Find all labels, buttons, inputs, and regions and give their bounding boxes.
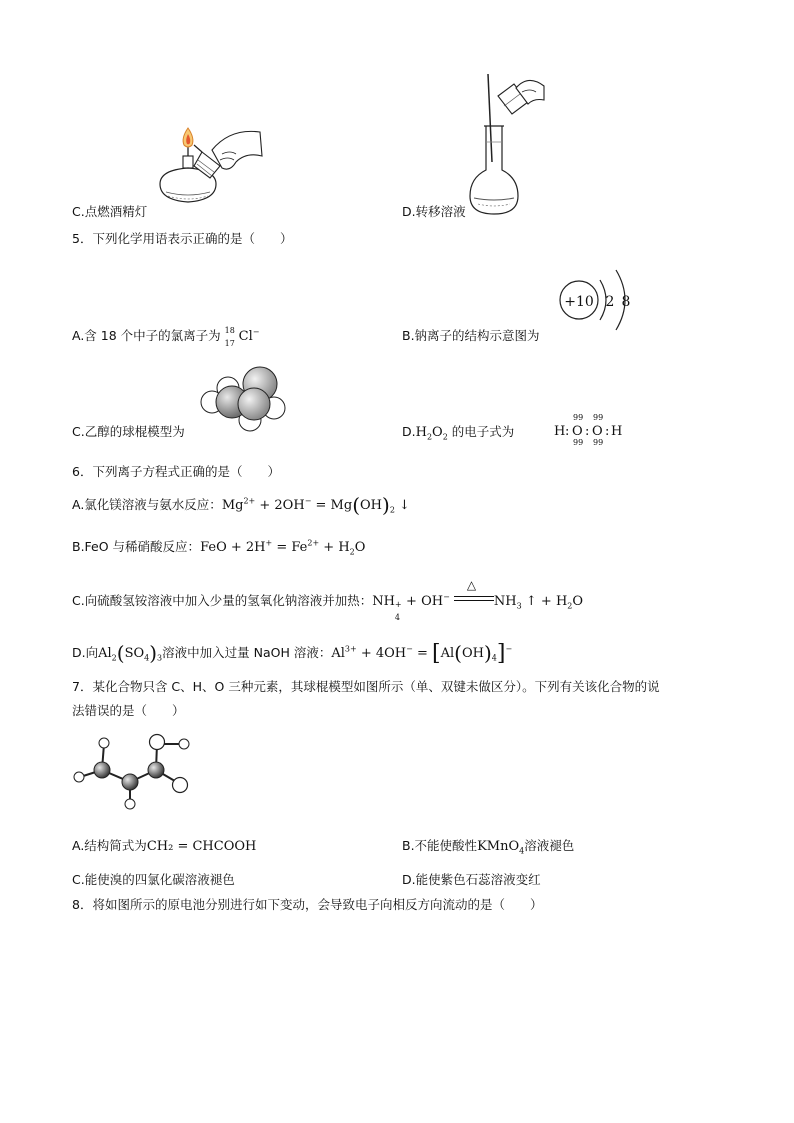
atom-h-left: H: [554, 424, 566, 439]
chloride-ion-notation: [224, 326, 260, 348]
colon-3: :: [605, 424, 610, 439]
potassium-permanganate-formula: KMnO$_4$: [477, 839, 525, 856]
hydrogen-peroxide-electron-formula: [554, 413, 623, 447]
q5-option-d-suffix: 的电子式为: [451, 424, 515, 439]
ethanol-ball-and-stick-model: [198, 366, 286, 432]
sodium-ion-structure-diagram: [556, 262, 646, 342]
q5-option-b: B.钠离子的结构示意图为: [402, 328, 540, 343]
second-shell-electrons: 8: [621, 294, 631, 310]
first-shell-electrons: 2: [605, 294, 615, 310]
colon-2: :: [585, 424, 590, 439]
dots-o1-top: 99: [573, 413, 584, 422]
acrylic-acid-ball-and-stick-model: [70, 732, 198, 814]
transfer-solution-volumetric-flask-illustration: [468, 70, 548, 218]
q6-option-a-text: A.氯化镁溶液与氨水反应：: [72, 497, 222, 512]
q6-option-a: [72, 493, 410, 517]
q5-stem: 5．下列化学用语表示正确的是（ ）: [72, 231, 293, 246]
q7-option-a: [72, 838, 256, 855]
q7-option-a-text: A.结构简式为: [72, 838, 147, 853]
dots-o1-bottom: 99: [573, 438, 584, 447]
mass-number: 18: [224, 326, 235, 335]
q6-option-d-equation: $Al^{3+} + 4OH^- = [Al(OH)_4]^-$: [331, 641, 513, 666]
chlorine-symbol: Cl: [238, 329, 253, 344]
precipitate-arrow: ↓: [399, 498, 410, 513]
q7-option-b-text-1: B.不能使酸性: [402, 838, 478, 853]
dots-o2-top: 99: [593, 413, 604, 422]
heating-equals-sign: [454, 578, 494, 607]
q7-option-b: [402, 838, 574, 855]
q7-stem-line-2: 法错误的是（ ）: [72, 703, 185, 718]
colon-1: :: [565, 424, 570, 439]
q4-option-d: D.转移溶液: [402, 204, 466, 219]
q6-option-b-equation: FeO + $2H^+ = Fe^{2+} + H_2O$: [200, 538, 366, 557]
q6-stem: 6．下列离子方程式正确的是（ ）: [72, 464, 280, 479]
q5-option-a: [72, 326, 260, 348]
q7-option-b-text-2: 溶液褪色: [524, 838, 575, 853]
q6-option-c-equation: NH + 4 + OH− △ $NH_3$ ↑ + $H_2O$: [372, 578, 584, 622]
q6-option-d-text-2: 溶液中加入过量 NaOH 溶液：: [162, 645, 332, 660]
q6-option-a-equation: $Mg^{2+} + 2OH^- = Mg(OH)_2$ ↓: [221, 493, 410, 517]
heating-symbol: △: [466, 578, 477, 592]
dots-o2-bottom: 99: [593, 438, 604, 447]
q5-option-c: C.乙醇的球棍模型为: [72, 424, 185, 439]
q7-stem-line-1: 7．某化合物只含 C、H、O 三种元素，其球棍模型如图所示（单、双键未做区分）。下列有关该化合物的说: [72, 679, 660, 694]
atom-o-2: O: [592, 424, 603, 439]
q5-option-d-prefix: D.: [402, 424, 416, 439]
gas-arrow: ↑: [525, 594, 537, 609]
q5-option-d: [402, 424, 514, 441]
atom-o-1: O: [572, 424, 583, 439]
q7-option-d: D.能使紫色石蕊溶液变红: [402, 872, 541, 887]
q6-option-b-text: B.FeO 与稀硝酸反应：: [72, 539, 201, 554]
q4-option-c: C.点燃酒精灯: [72, 204, 148, 219]
negative-charge: −: [252, 327, 260, 337]
atom-h-right: H: [611, 424, 623, 439]
q6-option-d-text-1: D.向: [72, 645, 99, 660]
q6-option-c-text: C.向硫酸氢铵溶液中加入少量的氢氧化钠溶液并加热：: [72, 593, 373, 608]
q6-option-b: [72, 539, 365, 556]
hydrogen-peroxide-formula: $H_2O_2$: [415, 425, 448, 442]
nucleus-charge: +10: [564, 294, 594, 310]
q6-option-d: [72, 641, 513, 666]
q7-option-c: C.能使溴的四氯化碳溶液褪色: [72, 872, 235, 887]
q8-stem: 8．将如图所示的原电池分别进行如下变动，会导致电子向相反方向流动的是（ ）: [72, 897, 543, 912]
atomic-number: 17: [224, 339, 235, 348]
alcohol-lamp-lighting-illustration: [150, 122, 265, 214]
q6-option-c: [72, 578, 584, 622]
q5-option-a-text: A.含 18 个中子的氯离子为: [72, 328, 221, 343]
aluminium-sulfate-formula: $Al_2(SO_4)_3$: [98, 641, 163, 665]
q7-structural-formula: CH₂ = CHCOOH: [146, 839, 257, 854]
